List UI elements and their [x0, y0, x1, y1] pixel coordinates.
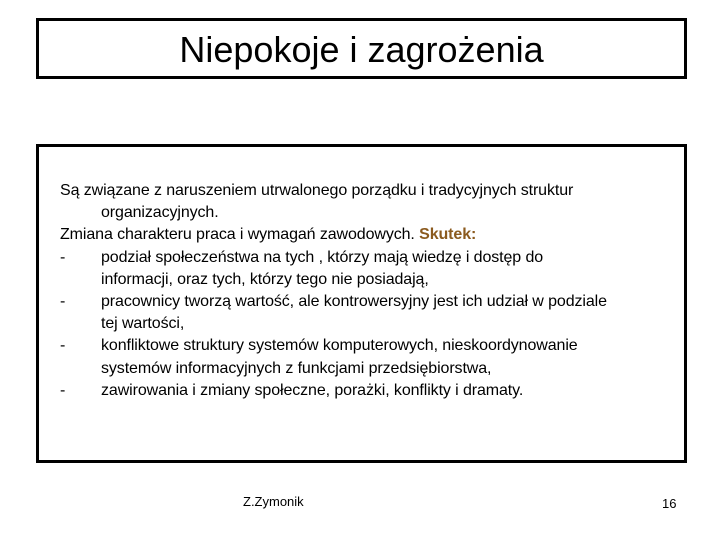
list-item — [60, 335, 682, 379]
change-text: Zmiana charakteru praca i wymagań zawodowych. — [60, 226, 415, 244]
footer-author: Z.Zymonik — [243, 494, 304, 509]
content-body — [60, 180, 682, 402]
content-box — [36, 144, 687, 463]
list-item — [60, 247, 682, 291]
bullet-dash: - — [60, 293, 66, 311]
bullet-line: pracownicy tworzą wartość, ale kontrowersyjny jest ich udział w podziale — [101, 293, 607, 311]
bullet-line: tej wartości, — [101, 315, 185, 333]
effect-label: Skutek: — [419, 226, 477, 244]
bullet-line: zawirowania i zmiany społeczne, porażki, konflikty i dramaty. — [101, 381, 524, 399]
intro-line-continuation: organizacyjnych. — [101, 204, 219, 222]
list-item — [60, 291, 682, 335]
intro-line: Są związane z naruszeniem utrwalonego porządku i tradycyjnych struktur — [60, 182, 574, 199]
slide-title: Niepokoje i zagrożenia — [179, 28, 544, 70]
page-number: 16 — [662, 496, 677, 511]
bullet-dash: - — [60, 248, 66, 266]
change-line — [60, 224, 682, 246]
title-box — [36, 18, 687, 79]
bullet-line: systemów informacyjnych z funkcjami przedsiębiorstwa, — [101, 359, 492, 377]
bullet-line: podział społeczeństwa na tych , którzy mają wiedzę i dostęp do — [101, 248, 544, 266]
list-item — [60, 380, 682, 402]
bullet-line: konfliktowe struktury systemów komputerowych, nieskoordynowanie — [101, 337, 578, 355]
bullet-line: informacji, oraz tych, którzy tego nie posiadają, — [101, 270, 429, 288]
bullet-dash: - — [60, 381, 66, 399]
bullet-dash: - — [60, 337, 66, 355]
